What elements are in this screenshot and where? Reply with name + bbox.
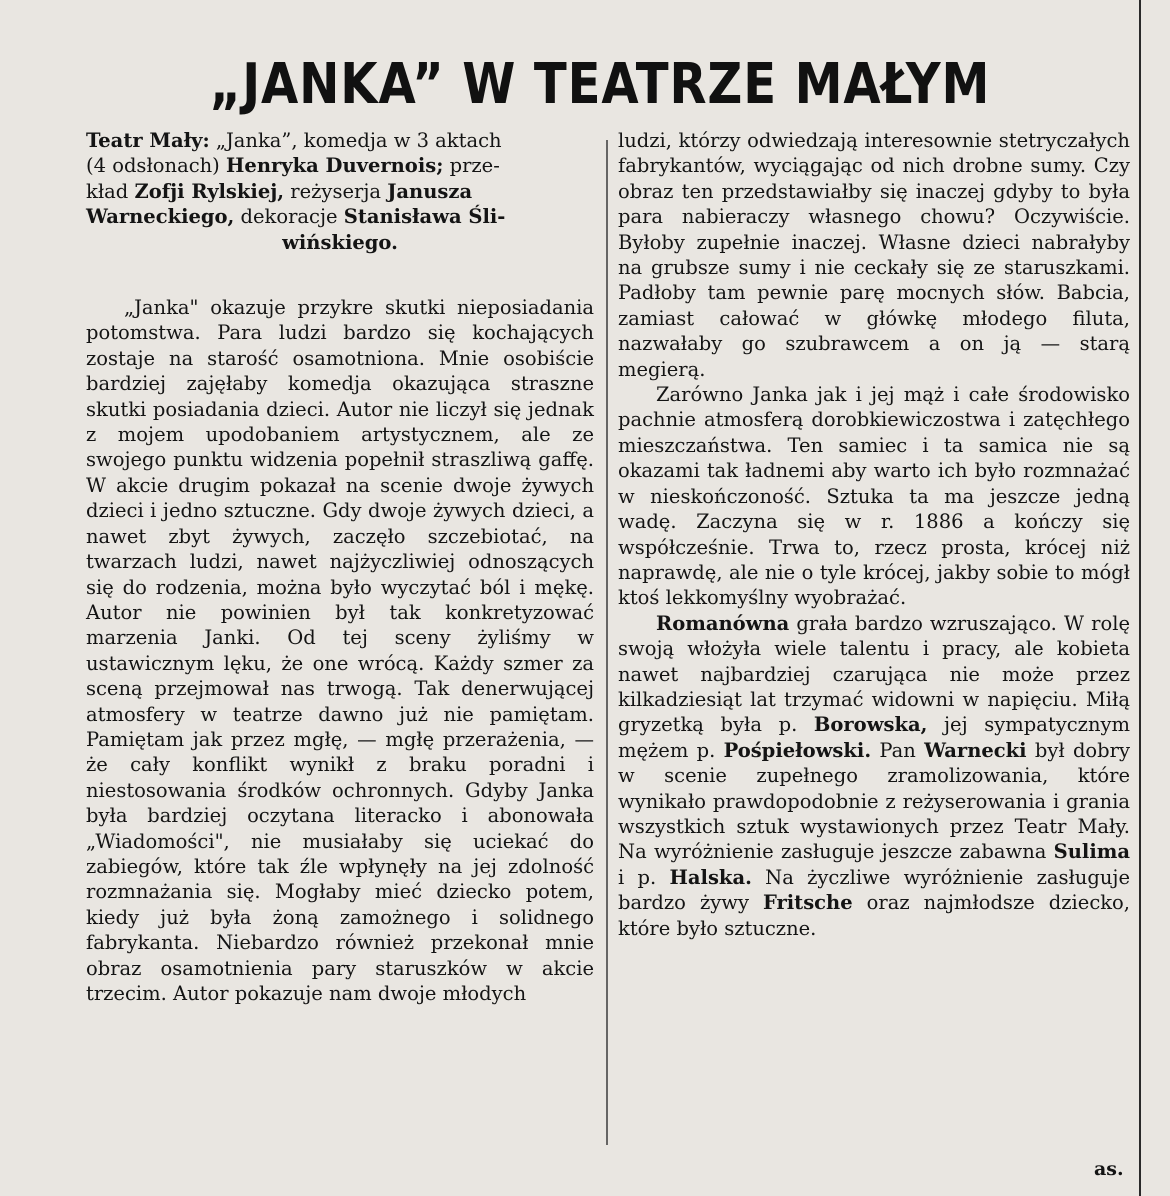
credits-text: reżyserja	[284, 179, 388, 203]
actor-name: Romanówna	[656, 611, 790, 635]
paragraph-text: oraz najmłodsze dziecko, które było sztuczne.	[618, 891, 1130, 940]
credits-text: (4 odsłonach)	[86, 154, 226, 178]
credits-translator: Zofji Rylskiej,	[134, 179, 285, 203]
actor-name: Warnecki	[924, 738, 1027, 762]
credits-director: Janusza	[387, 179, 473, 203]
paragraph-text: grała bardzo wzruszająco. W rolę swoją włożyła wiele talentu i pracy, ale kobieta nawet najbardziej czarująca nie może przez kilkadziesiąt lat trzymać widowni w napięciu. Miłą gryzetką była p.	[618, 611, 1130, 737]
actor-name: Fritsche	[763, 891, 853, 915]
article-paragraph: „Janka" okazuje przykre skutki nieposiadania potomstwa. Para ludzi bardzo się kochających zostaje na starość osamotniona. Mnie osobiście bardziej zajęłaby komedja okazująca straszne skutki posiadania dzieci. Autor nie liczył się jednak z mojem upodobaniem artystycznem, ale ze swojego punktu widzenia popełnił straszliwą gaffę. W akcie drugim pokazał na scenie dwoje żywych dzieci i jedno sztuczne. Gdy dwoje żywych dzieci, a nawet zbyt żywych, zaczęło szczebiotać, na twarzach ludzi, nawet najżyczliwiej odnoszących się do rodzenia, można było wyczytać ból i mękę. Autor nie powinien był tak konkretyzować marzenia Janki. Od tej sceny żyliśmy w ustawicznym lęku, że one wrócą. Każdy szmer za sceną przejmował nas trwogą. Tak denerwującej atmosfery w teatrze dawno już nie pamiętam. Pamiętam jak przez mgłę, — mgłę przerażenia, — że cały konflikt wynikł z braku poradni i niestosowania środków ochronnych. Gdyby Janka była bardziej oczytana literacko i abonowała „Wiadomości", nie musiałaby się uciekać do zabiegów, które tak źle wpłynęły na jej zdolność rozmnażania się. Mogłaby mieć dziecko potem, kiedy już była żoną zamożnego i solidnego fabrykanta. Niebardzo również przekonał mnie obraz osamotnienia pary staruszków w akcie trzecim. Autor pokazuje nam dwoje młodych	[86, 296, 594, 1005]
article-paragraph: ludzi, którzy odwiedzają interesownie stetryczałych fabrykantów, wyciągając od nich drobne sumy. Czy obraz ten przedstawiałby się inaczej gdyby to była para nabieraczy własnego chowu? Oczywiście. Byłoby zupełnie inaczej. Własne dzieci nabrałyby na grubsze sumy i nie ceckały się ze staruszkami. Padłoby tam pewnie parę mocnych słów. Babcia, zamiast całować w główkę młodego filuta, nazwałaby go szubrawcem a on ją — starą megierą.	[618, 129, 1130, 381]
credits-text: dekoracje	[234, 205, 344, 229]
article-title: „JANKA” W TEATRZE MAŁYM	[209, 52, 991, 117]
column-middle	[618, 128, 1130, 941]
actor-name: Sulima	[1053, 840, 1130, 864]
paragraph-text: i p.	[618, 865, 670, 889]
credits-designer: wińskiego.	[282, 230, 398, 254]
actor-name: Pośpiełowski.	[723, 738, 872, 762]
paragraph-text: Na życzliwe wyróżnienie zasługuje bardzo żywy	[618, 865, 1130, 915]
credits-text: „Janka”, komedja w 3 aktach	[209, 129, 502, 152]
paragraph-text: jej sympatycznym mężem p.	[618, 713, 1131, 762]
paragraph-text: Pan	[871, 738, 925, 762]
credits-designer: Stanisława Śli-	[343, 205, 506, 229]
credits-text: kład	[86, 179, 135, 203]
article-paragraph-cast	[618, 611, 1130, 941]
author-signature: as.	[1094, 1158, 1124, 1180]
column-divider	[606, 140, 608, 1145]
column-left	[86, 128, 594, 1006]
paragraph-text: był dobry w scenie zupełnego zramolizowania, które wynikało prawdopodobnie z reżyserowania i grania wszystkich sztuk wystawionych przez Teatr Mały. Na wyróżnienie zasługuje jeszcze zabawna	[618, 738, 1130, 864]
production-credits	[86, 128, 594, 255]
credits-author: Henryka Duvernois;	[225, 154, 444, 178]
right-column-divider	[1139, 0, 1141, 1196]
article-paragraph: Zarówno Janka jak i jej mąż i całe środowisko pachnie atmosferą dorobkiewiczostwa i zatęchłego mieszczaństwa. Ten samiec i ta samica nie są okazami tak ładnemi aby warto ich było rozmnażać w nieskończoność. Sztuka ta ma jeszcze jedną wadę. Zaczyna się w r. 1886 a kończy się współcześnie. Trwa to, rzecz prosta, krócej niż naprawdę, ale nie o tyle krócej, jakby sobie to mógł ktoś lekkomyślny wyobrażać.	[618, 383, 1130, 610]
credits-text: prze-	[443, 154, 500, 178]
credits-director: Warneckiego,	[86, 205, 235, 229]
credits-theatre: Teatr Mały:	[86, 129, 210, 152]
actor-name: Halska.	[669, 865, 752, 889]
actor-name: Borowska,	[813, 713, 928, 737]
